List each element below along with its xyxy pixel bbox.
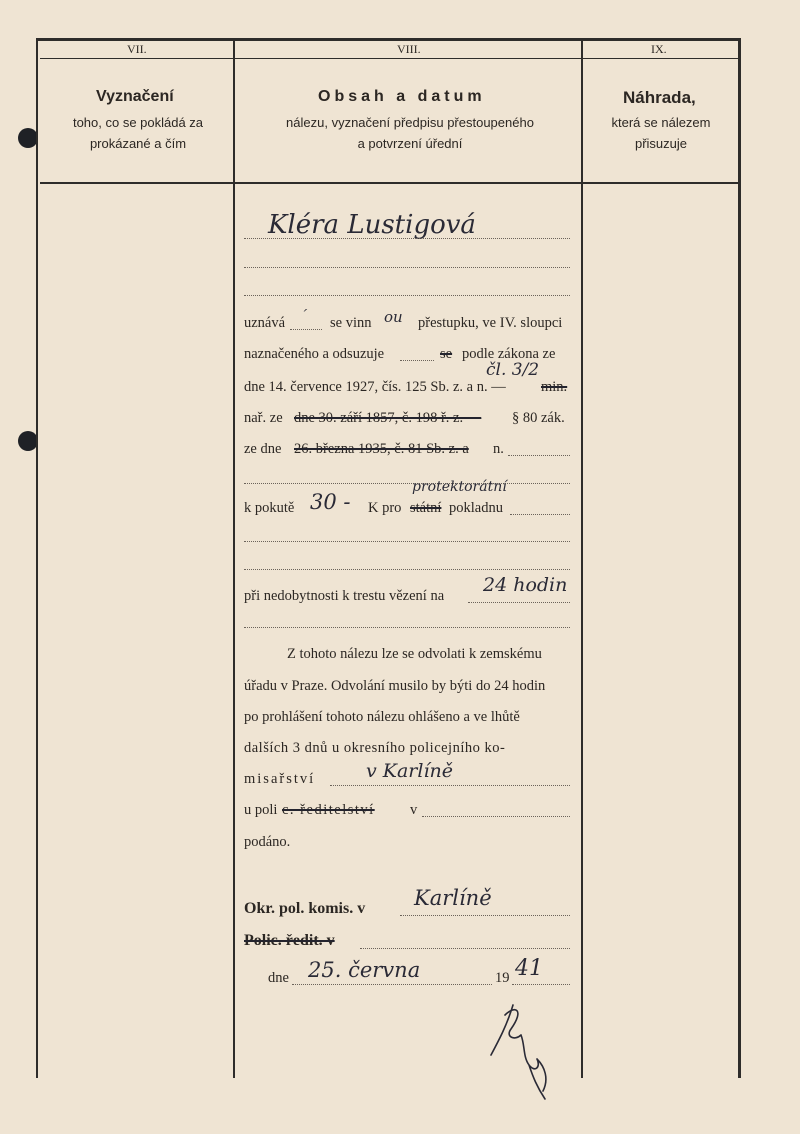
column-8-subtitle-1: nálezu, vyznačení předpisu přestoupeného [286,115,534,130]
text-year-prefix: 19 [495,970,510,986]
dotted-uznava [290,329,322,330]
text-naznaceneho: naznačeného a odsuzuje [244,346,385,362]
dotted-after-law [508,455,570,456]
table-left-border [36,38,38,1078]
text-prestupku: přestupku, ve IV. sloupci [418,315,563,331]
hand-vezeni-duration: 24 hodin [483,574,568,596]
dotted-after-pokladnu [510,514,570,515]
text-n: n. [493,441,504,457]
text-odvolani-3: po prohlášení tohoto nálezu ohlášeno a ve lhůtě [244,709,520,725]
column-divider-1 [233,40,235,1078]
text-odvolani-4: dalších 3 dnů u okresního policejního ko- [244,740,506,756]
dotted-line-5 [244,541,570,542]
text-pokladnu: pokladnu [449,500,503,516]
column-8-subtitle-2: a potvrzení úřední [357,136,463,151]
text-k-pokute: k pokutě [244,500,295,516]
column-7-title: Vyznačení [96,88,174,105]
dotted-line-1 [244,238,570,239]
text-podle-zakona: podle zákona ze [462,346,556,362]
binder-hole-top [18,128,38,148]
text-old-law-struck: dne 30. září 1857, č. 198 ř. z. — [294,410,482,426]
binder-hole-bottom [18,431,38,451]
dotted-line-7 [244,627,570,628]
text-min-struck: min. [541,379,568,395]
text-reditelstvi-struck: c. ředitelství [282,802,375,818]
hand-komisarstvi-place: v Karlíně [366,760,454,782]
text-se-struck: se [440,346,453,362]
text-nar-ze: nař. ze [244,410,283,426]
text-statni-struck: státní [410,500,442,516]
text-paragraph-80: § 80 zák. [512,410,565,426]
dotted-komisarstvi [330,785,570,786]
column-9-title: Náhrada, [623,88,696,107]
column-8-title: Obsah a datum [318,88,486,105]
text-se-vinn: se vinn [330,315,372,331]
handwritten-name: Kléra Lustigová [268,210,476,240]
text-k-pro: K pro [368,500,402,516]
hand-date: 25. června [308,958,421,982]
text-odvolani-2: úřadu v Praze. Odvolání musilo by býti do 24 hodin [244,678,546,694]
text-u-poli: u poli [244,802,278,818]
column-9-subtitle-2: přisuzuje [634,136,688,151]
column-8-number: VIII. [397,42,421,56]
column-9-number: IX. [651,42,667,56]
hand-uznava-mark: ´ [300,308,307,324]
number-row-rule [40,58,738,59]
text-ze-dne: ze dne [244,441,282,457]
text-1935-law-struck: 26. března 1935, č. 81 Sb. z. a [294,441,469,457]
text-vezeni: při nedobytnosti k trestu vězení na [244,588,445,604]
hand-year: 41 [515,956,543,981]
dotted-date [292,984,492,985]
dotted-line-3 [244,295,570,296]
header-bottom-rule [40,182,738,184]
dotted-year [512,984,570,985]
text-podano: podáno. [244,834,291,850]
table-top-rule [36,38,741,41]
hand-vinn-suffix: ou [384,308,403,326]
handwritten-signature [485,995,565,1105]
column-7-number: VII. [127,42,147,56]
text-dne: dne [268,970,289,986]
dotted-vezeni [468,602,570,603]
dotted-line-4 [244,483,570,484]
column-divider-2 [581,40,583,1078]
hand-okr-place: Karlíně [414,886,492,910]
text-odvolani-5: misařství [244,771,316,787]
column-9-subtitle-1: která se nálezem [611,115,711,130]
dotted-line-2 [244,267,570,268]
text-odvolani-1: Z tohoto nálezu lze se odvolati k zemskému [287,646,542,662]
dotted-line-6 [244,569,570,570]
dotted-polic [360,948,570,949]
text-law-date: dne 14. července 1927, čís. 125 Sb. z. a n. — [244,379,506,395]
hand-clause: čl. 3/2 [486,360,540,380]
column-7-subtitle-2: prokázané a čím [89,136,187,151]
text-polic-redit-struck: Polic. ředit. v [244,932,335,949]
dotted-reditelstvi [422,816,570,817]
text-v: v [410,802,418,818]
dotted-okr [400,915,570,916]
column-7-subtitle-1: toho, co se pokládá za [72,115,204,130]
table-right-border [738,38,741,1078]
text-uznava: uznává [244,315,286,331]
hand-protektoratni: protektorátní [412,479,507,495]
hand-fine-amount: 30 - [310,490,351,514]
text-okr-pol-komis: Okr. pol. komis. v [244,900,366,917]
dotted-odsuzuje [400,360,434,361]
